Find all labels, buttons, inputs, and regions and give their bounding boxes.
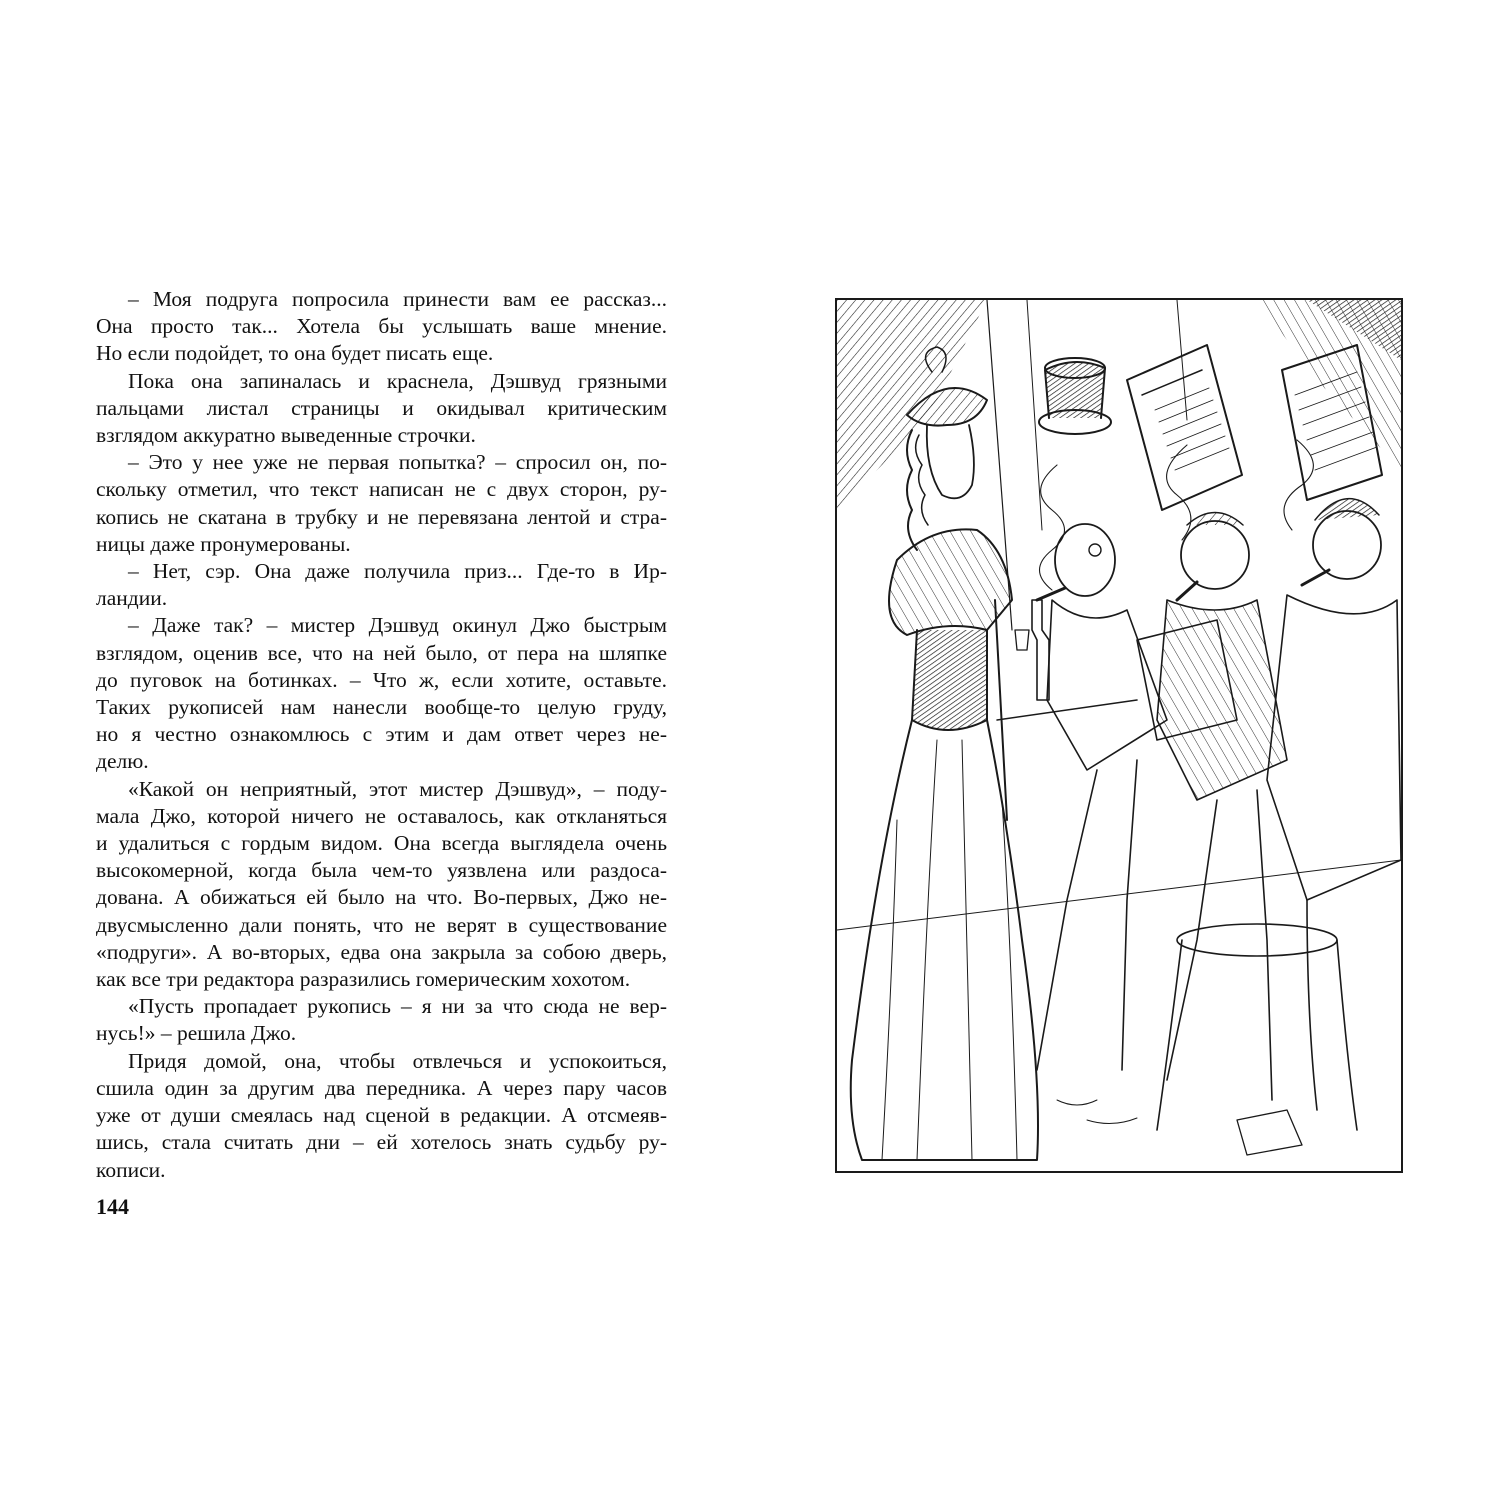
text-line: ландии. [96,586,168,611]
text-line: взглядом, оценив все, что на ней было, от пера на шляпке [96,640,667,665]
text-line: мала Джо, которой ничего не оставалось, как откланяться [96,803,667,828]
text-line: «подруги». А во-вторых, едва она закрыла за собою дверь, [96,939,667,964]
text-line: кописи. [96,1157,166,1182]
text-line: нусь!» – решила Джо. [96,1021,297,1046]
body-text [96,286,667,1184]
text-line: как все три редактора разразились гомерическим хохотом. [96,967,631,992]
text-line: Она просто так... Хотела бы услышать ваше мнение. [96,314,667,339]
text-line: – Это у нее уже не первая попытка? – спросил он, по- [128,450,667,475]
illustration [835,298,1403,1173]
text-line: скольку отметил, что текст написан не с двух сторон, ру- [96,477,667,502]
text-line: взглядом аккуратно выведенные строчки. [96,423,476,448]
text-line: – Нет, сэр. Она даже получила приз... Где-то в Ир- [128,559,667,584]
text-line: но я честно ознакомлюсь с этим и дам ответ через не- [96,722,667,747]
text-line: Таких рукописей нам нанесли вообще-то целую груду, [96,695,667,720]
text-line: высокомерной, когда была чем-то уязвлена или раздоса- [96,858,667,883]
text-line: и удалиться с гордым видом. Она всегда выглядела очень [96,831,667,856]
text-line: – Даже так? – мистер Дэшвуд окинул Джо быстрым [128,613,667,638]
text-line: шись, стала считать дни – ей хотелось знать судьбу ру- [96,1130,667,1155]
text-line: копись не скатана в трубку и не перевязана лентой и стра- [96,504,667,529]
text-line: дована. А обижаться ей было на что. Во-первых, Джо не- [96,885,667,910]
text-line: до пуговок на ботинках. – Что ж, если хотите, оставьте. [96,667,667,692]
text-line: «Какой он неприятный, этот мистер Дэшвуд», – поду- [128,776,667,801]
text-line: сшила один за другим два передника. А через пару часов [96,1075,667,1100]
text-line: ницы даже пронумерованы. [96,531,351,556]
text-line: уже от души смеялась над сценой в редакции. А отсмеяв- [96,1103,667,1128]
text-line: Придя домой, она, чтобы отвлечься и успокоиться, [128,1048,667,1073]
illustration-drawing [837,300,1401,1171]
text-line: пальцами листал страницы и окидывал критическим [96,395,667,420]
text-line: – Моя подруга попросила принести вам ее рассказ... [128,287,667,311]
text-line: Но если подойдет, то она будет писать еще. [96,341,494,366]
text-line: «Пусть пропадает рукопись – я ни за что сюда не вер- [128,994,667,1019]
text-line: Пока она запиналась и краснела, Дэшвуд грязными [128,368,667,393]
text-line: делю. [96,749,149,774]
page-number: 144 [96,1194,129,1219]
text-line: двусмысленно дали понять, что не верят в существование [96,912,667,937]
